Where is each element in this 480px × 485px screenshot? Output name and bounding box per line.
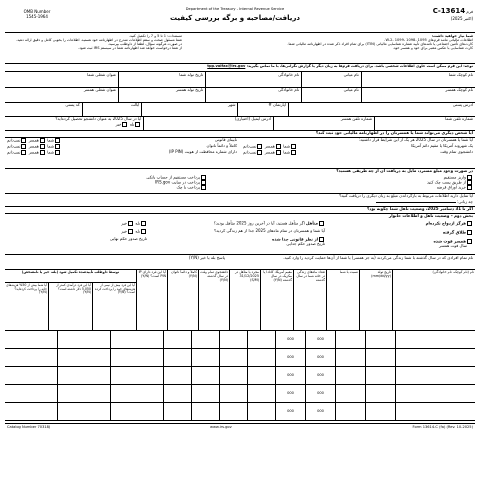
field-first-name[interactable]: نام کوچک شما (361, 72, 475, 87)
status-label: نابینای قانونی (214, 137, 237, 142)
col-header: تاریخ تولد (mm/dd/yy) (359, 270, 392, 330)
unsure-checkbox[interactable] (21, 138, 26, 143)
table-cell[interactable] (247, 331, 275, 348)
status-item (243, 150, 473, 156)
intro-heading: شما نیاز خواهید داشت: (431, 34, 473, 38)
you-label: شما (47, 137, 55, 143)
separation-date-label: تاریخ صدور حکم جدایی (286, 240, 325, 246)
no-label: خیر (121, 220, 128, 226)
direct-deposit-label: واریز مستقیم (443, 174, 466, 180)
yes-label: بله (135, 220, 140, 226)
omb-block (7, 10, 67, 19)
intro-line: اطلاعات مالیاتی مانند فرم‌های W-2، 1099، 1098، 1095. (384, 38, 473, 43)
table-cell[interactable]: 000 (305, 385, 335, 402)
table-cell[interactable] (365, 403, 395, 420)
table-cell[interactable] (395, 385, 475, 402)
table-cell[interactable] (219, 385, 247, 402)
widowed-checkbox[interactable] (467, 239, 472, 244)
status-label: آیا شما یا همسرتان در سال 2025 هر یک از این شرایط قرار داشتید: (358, 137, 473, 142)
form-page (5, 5, 475, 475)
table-cell[interactable] (395, 403, 475, 420)
col-header: مجرد یا متأهل در 31/12/2025 (S/M) (229, 270, 260, 330)
yes-label: بله (135, 228, 140, 234)
marital-left (7, 221, 147, 242)
table-cell[interactable] (365, 385, 395, 402)
you-label: شما (47, 143, 55, 149)
married-2025-question: اگر متأهل هستید، آیا در آخرین روز 2025 متأهل بودید؟ (213, 220, 305, 226)
you-checkbox[interactable] (55, 138, 60, 143)
volunteer-cell[interactable] (5, 385, 57, 402)
unsure-label: نمی‌دانم (7, 143, 21, 149)
volunteer-cell[interactable] (5, 403, 57, 420)
you-checkbox[interactable] (55, 150, 60, 155)
col-header: آیا این فرد بیش از نیمی از هزینه‌های خود را پرداخت کرده است؟ (Y/N) (92, 283, 136, 330)
volunteer-header: توسط داوطلب تأییدشده تکمیل شود (بله، خیر یا نامشخص) (5, 270, 136, 283)
unsure-checkbox[interactable] (21, 144, 26, 149)
col-header: آیا شما بیش از 50% هزینه‌های خانه را پرداخت کرده‌اید؟ (Y/N) (6, 283, 47, 295)
bank-payment-label: پرداخت مستقیم از حساب بانکی (146, 174, 200, 180)
field-birth-date[interactable]: تاریخ تولد شما (118, 72, 205, 87)
name-row-you (5, 72, 475, 88)
field-spouse-middle-name[interactable]: نام میانی (301, 87, 361, 102)
irs-website[interactable]: www.irs.gov (210, 425, 232, 429)
col-header: تعداد ماه‌های زندگی در خانه شما در سال گذشته (293, 270, 326, 330)
omb-number: 1545-1964 (26, 13, 48, 19)
field-middle-name[interactable]: نام میانی (301, 72, 361, 87)
volunteer-cells (5, 331, 163, 348)
status-label: دانشجوی تمام وقت (440, 149, 473, 154)
status-label: دارای شماره محافظت از هویت (IP PIN) (168, 149, 237, 154)
table-cell[interactable]: 000 (305, 403, 335, 420)
payment-options (7, 175, 207, 190)
table-row (5, 367, 475, 385)
year-of-death-label: سال فوت همسر (439, 243, 467, 249)
form-date: (اکتبر 2025) (450, 16, 473, 22)
volunteer-cell[interactable] (110, 349, 163, 366)
name-row-spouse (5, 87, 475, 103)
table-cell[interactable] (219, 367, 247, 384)
table-cell[interactable] (365, 331, 395, 348)
spouse-label: همسر (28, 149, 39, 155)
intro-left (7, 34, 182, 51)
you-label: شما (283, 149, 291, 155)
unsure-checkbox[interactable] (257, 144, 262, 149)
volunteer-cell[interactable] (57, 403, 110, 420)
table-cell[interactable] (395, 367, 475, 384)
volunteer-cells (5, 385, 163, 402)
marital-section (5, 214, 475, 255)
dependents-rows (5, 331, 475, 421)
volunteer-cells (5, 349, 163, 366)
col-header: دانشجوی تمام وقت در سال گذشته (Y/N) (198, 270, 229, 330)
table-cell[interactable] (247, 403, 275, 420)
form-id-block (403, 7, 473, 22)
spouse-label: همسر (264, 149, 275, 155)
refund-section (5, 169, 475, 194)
volunteer-cells (5, 403, 163, 420)
table-cell[interactable]: 000 (305, 331, 335, 348)
catalog-number: Catalog Number 70318J (7, 425, 51, 429)
yn-hint: پاسخ بله یا خیر (Y/N) (188, 255, 225, 260)
intro-section (5, 33, 475, 64)
married-checkbox[interactable] (319, 221, 324, 226)
field-spouse-phone[interactable]: شماره تلفن همسر (273, 116, 374, 130)
omb-label: OMB Number (23, 9, 51, 14)
volunteer-cell[interactable] (5, 349, 57, 366)
intro-line: در صورت هرگونه سؤال، لطفاً از داوطلب بپرسید. (107, 42, 182, 47)
table-cell[interactable]: 000 (305, 349, 335, 366)
table-cell[interactable] (247, 349, 275, 366)
form-title: دریافت/مصاحبه و برگه بررسی کیفیت (169, 14, 301, 23)
refund-options (273, 175, 473, 190)
dependents-instruction: نام تمام افرادی که در سال گذشته با شما زندگی می‌کردند (به جز همسر) یا شما از آن‌ها حمایت کردید را وارد کنید. (283, 255, 473, 260)
status-item (7, 150, 237, 156)
phone-row (5, 116, 475, 131)
irs-gov-payment-label: پرداخت در سایت IRS.gov (155, 179, 200, 185)
col-header: نام (نام کوچک، نام خانوادگی) (392, 270, 475, 330)
status-label: کاملاً و دائماً ناتوان (206, 143, 237, 148)
intro-line: از شما درخواست خواهد شد اظهارنامه شما در سیستم IRS ثبت شود. (78, 46, 182, 51)
table-cell[interactable] (395, 349, 475, 366)
table-cell[interactable] (335, 331, 365, 348)
col-header: کاملاً و دائماً ناتوان (Y/N) (167, 270, 198, 330)
volunteer-header-group (5, 270, 136, 330)
field-last-name[interactable]: نام خانوادگی (205, 72, 301, 87)
volunteer-cell[interactable] (5, 367, 57, 384)
lived-apart-question: آیا شما و همسرتان در تمام ماه‌های 2025 جدا از هم زندگی کردید؟ (213, 228, 325, 234)
field-phone[interactable]: شماره تلفن شما (374, 116, 475, 130)
savings-bond-label: خرید اوراق قرضه (436, 184, 466, 190)
notice-text: توجه: این فرم ممکن است حاوی اطلاعات شخصی باشد. برای دریافت فرم‌ها به زبان دیگر یا گزارش نگرانی‌ها، با ما تماس بگیرید: (246, 64, 473, 68)
student-yes-checkbox[interactable] (135, 122, 140, 127)
table-cell[interactable]: 000 (275, 349, 305, 366)
table-cell[interactable] (163, 331, 191, 348)
table-cell[interactable] (163, 385, 191, 402)
intro-line: شما مسئول صحت و سقم اطلاعات مندرج در اظهارنامه خود هستید. اطلاعات را بخوبی کامل و دقیق ارائه دهید. (16, 38, 182, 43)
unsure-label: نمی‌دانم (243, 149, 257, 155)
you-label: شما (283, 143, 291, 149)
form-label: فرم (466, 9, 473, 14)
spouse-checkbox[interactable] (276, 150, 281, 155)
intro-line: مستندات: 1 تا 5 و 7 را تکمیل کنید. (128, 34, 182, 38)
field-spouse-first-name[interactable]: نام کوچک همسر (361, 87, 475, 102)
table-cell[interactable]: 000 (275, 331, 305, 348)
status-col-right (243, 138, 473, 156)
never-married-checkbox[interactable] (467, 221, 472, 226)
field-email[interactable]: آدرس ایمیل (اختیاری) (143, 116, 273, 130)
unsure-label: نمی‌دانم (243, 143, 257, 149)
field-job-title[interactable]: عنوان شغلی شما (87, 72, 117, 77)
table-cell[interactable] (395, 331, 475, 348)
intro-right (203, 34, 473, 51)
table-cell[interactable]: 000 (275, 367, 305, 384)
field-spouse-job-title[interactable]: عنوان شغلی همسر (83, 87, 117, 92)
apart-no-checkbox[interactable] (128, 229, 133, 234)
unsure-checkbox[interactable] (257, 150, 262, 155)
refund-heading: در صورت وجود مبلغ مسترد، مایل به دریافت آن از چه طریقی هستید؟ (336, 168, 473, 173)
table-row (5, 331, 475, 349)
table-cell[interactable]: 000 (275, 385, 305, 402)
address-row (5, 102, 475, 117)
col-header: آیا این فرد درآمدی کمتر از 5,050 دلار داشته است؟ (Y/N) (48, 283, 92, 330)
table-cell[interactable]: 000 (305, 367, 335, 384)
table-row (5, 403, 475, 421)
spouse-label: همسر (264, 143, 275, 149)
field-mailing-address[interactable]: آدرس پستی (288, 102, 475, 116)
table-cell[interactable] (335, 385, 365, 402)
volunteer-cell[interactable] (57, 367, 110, 384)
col-header: نسبت با شما (326, 270, 359, 330)
field-apartment[interactable]: آپارتمان # (237, 102, 288, 116)
spouse-label: همسر (28, 143, 39, 149)
department-name: Department of the Treasury - Internal Revenue Service (185, 7, 285, 11)
volunteer-cells (5, 367, 163, 384)
table-row (5, 349, 475, 367)
volunteer-cell[interactable] (110, 331, 163, 348)
table-cell[interactable] (365, 367, 395, 384)
no-label: خیر (121, 228, 128, 234)
married-label: متأهل (306, 220, 318, 226)
notice-bar (5, 64, 475, 72)
you-label: شما (47, 149, 55, 155)
check-payment-label: پرداخت با چک (176, 184, 200, 190)
table-cell[interactable] (335, 403, 365, 420)
form-header (5, 5, 475, 33)
language-input[interactable] (376, 199, 456, 203)
status-grid (5, 138, 475, 169)
status-label: یک شهروند آمریکا یا مقیم دائم آمریکا (411, 143, 473, 148)
volunteer-cell[interactable] (5, 331, 57, 348)
you-checkbox[interactable] (55, 144, 60, 149)
divorced-checkbox[interactable] (467, 230, 472, 235)
question-student (5, 116, 143, 130)
residency-question: اگر تا 31 دسامبر 2025، وضعیت تأهل شما چگونه بود؟ (5, 207, 475, 214)
spouse-checkbox[interactable] (40, 138, 45, 143)
widowed-label: همسر فوت شده (433, 238, 466, 244)
table-cell[interactable] (191, 403, 219, 420)
language-question: آیا تمایل دارید اطلاعات مربوط به بازگرداندن مبلغ به زبان دیگری را دریافت کنید؟ (339, 193, 473, 198)
volunteer-cell[interactable] (57, 385, 110, 402)
intro-line: کارت‌های تأمین اجتماعی یا نامه‌های تأیید شماره شناسایی مالیاتی (ITIN) برای تمام افراد ذکر شده در اظهارنامه مالیاتی شما. (287, 42, 473, 47)
volunteer-cell[interactable] (110, 403, 163, 420)
field-spouse-birth-date[interactable]: تاریخ تولد همسر (118, 87, 205, 102)
marital-middle (155, 221, 325, 246)
table-cell[interactable] (219, 349, 247, 366)
yes-label: بله (129, 121, 135, 127)
dependents-instruction-row (5, 255, 475, 270)
married-yes-checkbox[interactable] (141, 221, 146, 226)
table-cell[interactable] (191, 349, 219, 366)
table-cell[interactable] (163, 403, 191, 420)
mail-check-label: از طریق پست چک کنید (426, 179, 466, 185)
dependents-table (5, 270, 475, 420)
language-label: چه زبانی: (457, 198, 473, 204)
volunteer-cell[interactable] (110, 385, 163, 402)
spouse-checkbox[interactable] (276, 144, 281, 149)
volunteer-cell[interactable] (57, 331, 110, 348)
check-payment-checkbox[interactable] (201, 185, 206, 190)
savings-bond-checkbox[interactable] (467, 185, 472, 190)
student-question-text: آیا در سال 2025 به عنوان دانشجو تحصیل کرده‌اید؟ (55, 116, 142, 121)
student-no-checkbox[interactable] (122, 122, 127, 127)
never-married-label: هرگز ازدواج نکرده‌ام (425, 220, 466, 226)
table-row (5, 385, 475, 403)
unsure-label: نمی‌دانم (7, 137, 21, 143)
unsure-checkbox[interactable] (21, 150, 26, 155)
table-cell[interactable] (219, 331, 247, 348)
spouse-checkbox[interactable] (40, 150, 45, 155)
table-cell[interactable] (163, 367, 191, 384)
marital-right (333, 221, 473, 249)
table-cell[interactable] (219, 403, 247, 420)
table-cell[interactable] (247, 367, 275, 384)
footer (5, 423, 475, 432)
field-state[interactable]: ایالت (82, 102, 142, 116)
field-zip[interactable]: کد پستی (65, 102, 80, 107)
notice-email-link[interactable]: tpp.volfax@irs.gov (207, 64, 246, 68)
table-cell[interactable] (191, 367, 219, 384)
col-header: مقیم آمریکا، کانادا یا مکزیک در سال گذشته (Y/N) (260, 270, 293, 330)
volunteer-cell[interactable] (57, 349, 110, 366)
part2-heading: بخش دوم – وضعیت تأهل و اطلاعات خانوار (388, 213, 473, 218)
apart-yes-checkbox[interactable] (141, 229, 146, 234)
table-cell[interactable] (163, 349, 191, 366)
table-cell[interactable] (335, 349, 365, 366)
legally-separated-label: از نظر قانونی جدا شده (272, 236, 318, 242)
dependents-header-row (5, 270, 475, 331)
you-checkbox[interactable] (291, 150, 296, 155)
spouse-checkbox[interactable] (40, 144, 45, 149)
table-cell[interactable] (191, 385, 219, 402)
no-label: خیر (115, 121, 122, 127)
form-revision: Form 13614-C (fa) (Rev. 10-2025) (412, 425, 473, 429)
table-cell[interactable] (365, 349, 395, 366)
table-cell[interactable] (247, 385, 275, 402)
you-checkbox[interactable] (291, 144, 296, 149)
divorce-date-label: تاریخ صدور حکم نهایی (109, 236, 147, 242)
table-cell[interactable] (335, 367, 365, 384)
married-no-checkbox[interactable] (128, 221, 133, 226)
volunteer-cell[interactable] (110, 367, 163, 384)
title-block (135, 7, 335, 22)
spouse-label: همسر (28, 137, 39, 143)
form-number: 13614-C (432, 7, 466, 15)
table-cell[interactable] (191, 331, 219, 348)
table-cell[interactable]: 000 (275, 403, 305, 420)
field-spouse-last-name[interactable]: نام خانوادگی (205, 87, 301, 102)
status-col-left (7, 138, 237, 156)
divorced-label: طلاق گرفته (442, 229, 466, 235)
unsure-label: نمی‌دانم (7, 149, 21, 155)
col-header: آیا این فرد دارای IP PIN است؟ (Y/N) (136, 270, 167, 330)
status-section-heading: آیا شخص دیگری می‌تواند شما یا همسرتان را در اظهارنامه مالیاتی خود ثبت کند؟ (5, 131, 475, 138)
field-city[interactable]: شهر (141, 102, 237, 116)
intro-line: کارت شناسایی با عکس معتبر برای خود و همسر خود. (392, 46, 473, 51)
